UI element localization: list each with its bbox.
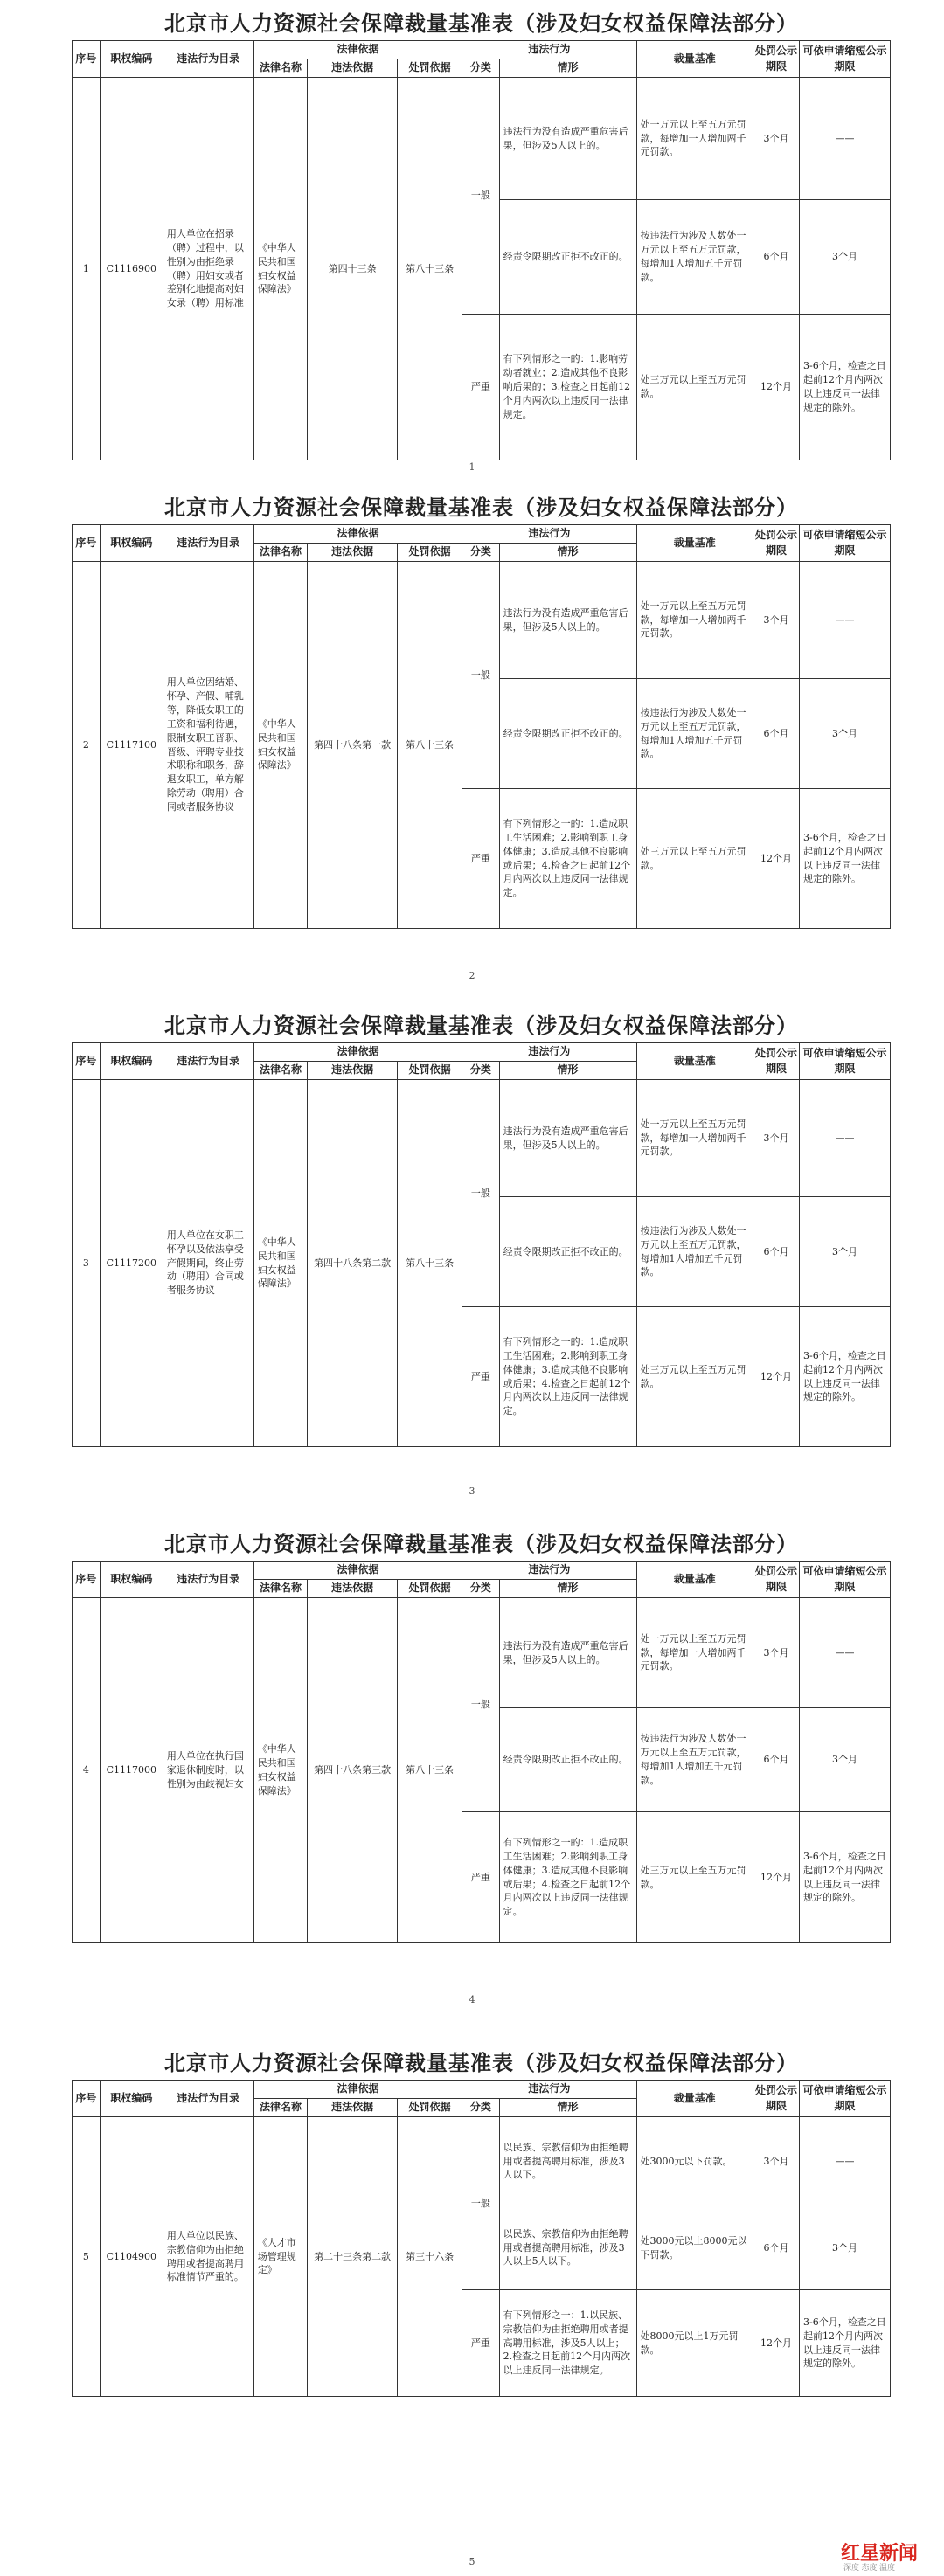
header-law-name: 法律名称 (253, 1062, 307, 1080)
page-number: 2 (469, 970, 475, 981)
document-page (72, 7, 891, 460)
row-standard: 处三万元以上至五万元罚款。 (636, 1812, 753, 1943)
row-situation: 有下列情形之一的：1.造成职工生活困难；2.影响到职工身体健康；3.造成其他不良影响或后果；4.检查之日起前12个月内两次以上违反同一法律规定。 (499, 789, 636, 929)
row-situation: 经责令限期改正拒不改正的。 (499, 1197, 636, 1307)
row-period: 12个月 (753, 2290, 800, 2397)
row-period: 3个月 (753, 78, 800, 200)
page-number: 1 (469, 461, 475, 473)
header-basis: 法律依据 (253, 2081, 462, 2099)
table-row (73, 562, 891, 679)
header-situation: 情形 (499, 59, 636, 78)
row-class: 严重 (462, 1812, 499, 1943)
header-code: 职权编码 (100, 525, 163, 562)
row-standard: 处三万元以上至五万元罚款。 (636, 789, 753, 929)
row-law: 《中华人民共和国妇女权益保障法》 (253, 562, 307, 929)
row-standard: 处三万元以上至五万元罚款。 (636, 315, 753, 460)
page-number: 5 (469, 2556, 475, 2567)
document-page (72, 2046, 891, 2397)
document-page (72, 1009, 891, 1447)
header-violation-basis: 违法依据 (308, 1580, 398, 1598)
header-violation-basis: 违法依据 (308, 544, 398, 562)
header-penalty-basis: 处罚依据 (398, 1580, 462, 1598)
row-law: 《中华人民共和国妇女权益保障法》 (253, 78, 307, 460)
row-shorten: 3-6个月，检查之日起前12个月内两次以上违反同一法律规定的除外。 (800, 1307, 891, 1447)
row-shorten: 3-6个月，检查之日起前12个月内两次以上违反同一法律规定的除外。 (800, 1812, 891, 1943)
standard-table (72, 1561, 891, 1943)
header-law-name: 法律名称 (253, 59, 307, 78)
row-period: 12个月 (753, 315, 800, 460)
standard-table (72, 1042, 891, 1447)
row-period: 12个月 (753, 789, 800, 929)
row-situation: 以民族、宗教信仰为由拒绝聘用或者提高聘用标准，涉及3人以下。 (499, 2117, 636, 2206)
header-situation: 情形 (499, 2099, 636, 2117)
header-code: 职权编码 (100, 2081, 163, 2117)
row-situation: 以民族、宗教信仰为由拒绝聘用或者提高聘用标准，涉及3人以上5人以下。 (499, 2206, 636, 2290)
row-shorten: —— (800, 1080, 891, 1197)
row-standard: 处一万元以上至五万元罚款，每增加一人增加两千元罚款。 (636, 1080, 753, 1197)
row-standard: 按违法行为涉及人数处一万元以上至五万元罚款，每增加1人增加五千元罚款。 (636, 1708, 753, 1812)
row-no: 1 (73, 78, 101, 460)
row-class: 一般 (462, 2117, 499, 2290)
header-no: 序号 (73, 525, 101, 562)
header-no: 序号 (73, 41, 101, 78)
header-item: 违法行为目录 (163, 1562, 253, 1598)
row-period: 12个月 (753, 1812, 800, 1943)
header-basis: 法律依据 (253, 1562, 462, 1580)
row-law: 《人才市场管理规定》 (253, 2117, 307, 2397)
row-violation-basis: 第四十八条第二款 (308, 1080, 398, 1447)
row-standard: 处一万元以上至五万元罚款，每增加一人增加两千元罚款。 (636, 562, 753, 679)
header-behavior: 违法行为 (462, 41, 636, 59)
header-shorten: 可依申请缩短公示期限 (800, 525, 891, 562)
header-class: 分类 (462, 2099, 499, 2117)
row-law: 《中华人民共和国妇女权益保障法》 (253, 1598, 307, 1943)
row-shorten: —— (800, 78, 891, 200)
header-class: 分类 (462, 544, 499, 562)
row-violation-basis: 第二十三条第二款 (308, 2117, 398, 2397)
row-standard: 处一万元以上至五万元罚款，每增加一人增加两千元罚款。 (636, 78, 753, 200)
standard-table (72, 524, 891, 929)
row-standard: 处一万元以上至五万元罚款，每增加一人增加两千元罚款。 (636, 1598, 753, 1708)
row-code: C1117000 (100, 1598, 163, 1943)
header-violation-basis: 违法依据 (308, 1062, 398, 1080)
table-row (73, 2117, 891, 2206)
row-situation: 违法行为没有造成严重危害后果，但涉及5人以上的。 (499, 1080, 636, 1197)
header-violation-basis: 违法依据 (308, 2099, 398, 2117)
row-violation-basis: 第四十三条 (308, 78, 398, 460)
row-situation: 违法行为没有造成严重危害后果，但涉及5人以上的。 (499, 562, 636, 679)
page-title: 北京市人力资源社会保障裁量基准表（涉及妇女权益保障法部分） (164, 495, 798, 520)
row-penalty-basis: 第三十六条 (398, 2117, 462, 2397)
header-penalty-basis: 处罚依据 (398, 544, 462, 562)
row-shorten: —— (800, 2117, 891, 2206)
row-shorten: —— (800, 1598, 891, 1708)
row-standard: 处8000元以上1万元罚款。 (636, 2290, 753, 2397)
header-violation-basis: 违法依据 (308, 59, 398, 78)
row-period: 3个月 (753, 1080, 800, 1197)
row-period: 6个月 (753, 2206, 800, 2290)
row-no: 3 (73, 1080, 101, 1447)
row-shorten: 3-6个月，检查之日起前12个月内两次以上违反同一法律规定的除外。 (800, 2290, 891, 2397)
header-item: 违法行为目录 (163, 525, 253, 562)
row-no: 5 (73, 2117, 101, 2397)
row-situation: 有下列情形之一的：1.造成职工生活困难；2.影响到职工身体健康；3.造成其他不良影响或后果；4.检查之日起前12个月内两次以上违反同一法律规定。 (499, 1307, 636, 1447)
header-class: 分类 (462, 1062, 499, 1080)
row-period: 3个月 (753, 2117, 800, 2206)
header-standard: 裁量基准 (636, 1562, 753, 1598)
row-period: 6个月 (753, 1197, 800, 1307)
row-period: 6个月 (753, 200, 800, 315)
table-row (73, 78, 891, 200)
row-shorten: —— (800, 562, 891, 679)
header-item: 违法行为目录 (163, 41, 253, 78)
header-shorten: 可依申请缩短公示期限 (800, 41, 891, 78)
row-situation: 违法行为没有造成严重危害后果，但涉及5人以上的。 (499, 78, 636, 200)
header-behavior: 违法行为 (462, 1043, 636, 1062)
row-code: C1117100 (100, 562, 163, 929)
row-class: 一般 (462, 562, 499, 789)
header-period: 处罚公示期限 (753, 41, 800, 78)
header-basis: 法律依据 (253, 1043, 462, 1062)
header-period: 处罚公示期限 (753, 2081, 800, 2117)
brand-logo: 红星新闻 (841, 2542, 919, 2564)
row-shorten: 3个月 (800, 1197, 891, 1307)
header-code: 职权编码 (100, 41, 163, 78)
row-situation: 违法行为没有造成严重危害后果，但涉及5人以上的。 (499, 1598, 636, 1708)
row-standard: 处三万元以上至五万元罚款。 (636, 1307, 753, 1447)
header-standard: 裁量基准 (636, 525, 753, 562)
row-class: 严重 (462, 315, 499, 460)
brand-slogan: 深度 态度 温度 (843, 2563, 896, 2572)
row-situation: 经责令限期改正拒不改正的。 (499, 200, 636, 315)
row-no: 2 (73, 562, 101, 929)
row-penalty-basis: 第八十三条 (398, 562, 462, 929)
page-title: 北京市人力资源社会保障裁量基准表（涉及妇女权益保障法部分） (164, 1013, 798, 1038)
header-behavior: 违法行为 (462, 2081, 636, 2099)
header-code: 职权编码 (100, 1043, 163, 1080)
row-item: 用人单位以民族、宗教信仰为由拒绝聘用或者提高聘用标准情节严重的。 (163, 2117, 253, 2397)
row-period: 6个月 (753, 1708, 800, 1812)
row-class: 严重 (462, 2290, 499, 2397)
row-situation: 有下列情形之一的：1.造成职工生活困难；2.影响到职工身体健康；3.造成其他不良影响或后果；4.检查之日起前12个月内两次以上违反同一法律规定。 (499, 1812, 636, 1943)
header-penalty-basis: 处罚依据 (398, 59, 462, 78)
header-basis: 法律依据 (253, 41, 462, 59)
row-penalty-basis: 第八十三条 (398, 78, 462, 460)
row-item: 用人单位在女职工怀孕以及依法享受产假期间，终止劳动（聘用）合同或者服务协议 (163, 1080, 253, 1447)
page-title: 北京市人力资源社会保障裁量基准表（涉及妇女权益保障法部分） (164, 2050, 798, 2075)
row-item: 用人单位因结婚、怀孕、产假、哺乳等，降低女职工的工资和福利待遇，限制女职工晋职、晋级、评聘专业技术职称和职务，辞退女职工，单方解除劳动（聘用）合同或者服务协议 (163, 562, 253, 929)
row-standard: 按违法行为涉及人数处一万元以上至五万元罚款，每增加1人增加五千元罚款。 (636, 200, 753, 315)
header-class: 分类 (462, 1580, 499, 1598)
header-shorten: 可依申请缩短公示期限 (800, 2081, 891, 2117)
row-shorten: 3个月 (800, 1708, 891, 1812)
row-class: 一般 (462, 78, 499, 315)
header-code: 职权编码 (100, 1562, 163, 1598)
row-shorten: 3个月 (800, 679, 891, 789)
row-class: 严重 (462, 1307, 499, 1447)
header-class: 分类 (462, 59, 499, 78)
row-item: 用人单位在招录（聘）过程中，以性别为由拒绝录（聘）用妇女或者差别化地提高对妇女录（聘）用标准 (163, 78, 253, 460)
header-behavior: 违法行为 (462, 525, 636, 544)
page-title: 北京市人力资源社会保障裁量基准表（涉及妇女权益保障法部分） (164, 1531, 798, 1556)
header-no: 序号 (73, 2081, 101, 2117)
row-standard: 按违法行为涉及人数处一万元以上至五万元罚款，每增加1人增加五千元罚款。 (636, 1197, 753, 1307)
row-shorten: 3-6个月，检查之日起前12个月内两次以上违反同一法律规定的除外。 (800, 789, 891, 929)
row-standard: 按违法行为涉及人数处一万元以上至五万元罚款，每增加1人增加五千元罚款。 (636, 679, 753, 789)
document-page (72, 491, 891, 929)
row-law: 《中华人民共和国妇女权益保障法》 (253, 1080, 307, 1447)
header-penalty-basis: 处罚依据 (398, 2099, 462, 2117)
header-no: 序号 (73, 1562, 101, 1598)
document-page (72, 1527, 891, 1943)
row-period: 3个月 (753, 1598, 800, 1708)
row-item: 用人单位在执行国家退休制度时，以性别为由歧视妇女 (163, 1598, 253, 1943)
row-situation: 有下列情形之一：1.以民族、宗教信仰为由拒绝聘用或者提高聘用标准，涉及5人以上；2.检查之日起前12个月内两次以上违反同一法律规定。 (499, 2290, 636, 2397)
row-period: 6个月 (753, 679, 800, 789)
row-penalty-basis: 第八十三条 (398, 1598, 462, 1943)
standard-table (72, 40, 891, 460)
table-row (73, 1598, 891, 1708)
header-shorten: 可依申请缩短公示期限 (800, 1043, 891, 1080)
page-number: 4 (469, 1994, 475, 2005)
header-behavior: 违法行为 (462, 1562, 636, 1580)
row-class: 严重 (462, 789, 499, 929)
row-shorten: 3个月 (800, 200, 891, 315)
standard-table (72, 2080, 891, 2397)
row-class: 一般 (462, 1080, 499, 1307)
header-period: 处罚公示期限 (753, 1562, 800, 1598)
header-period: 处罚公示期限 (753, 1043, 800, 1080)
header-situation: 情形 (499, 1580, 636, 1598)
header-standard: 裁量基准 (636, 1043, 753, 1080)
row-situation: 经责令限期改正拒不改正的。 (499, 679, 636, 789)
header-period: 处罚公示期限 (753, 525, 800, 562)
page-title: 北京市人力资源社会保障裁量基准表（涉及妇女权益保障法部分） (164, 10, 798, 36)
page-number: 3 (469, 1485, 475, 1497)
header-item: 违法行为目录 (163, 1043, 253, 1080)
header-penalty-basis: 处罚依据 (398, 1062, 462, 1080)
header-standard: 裁量基准 (636, 2081, 753, 2117)
row-period: 3个月 (753, 562, 800, 679)
row-violation-basis: 第四十八条第三款 (308, 1598, 398, 1943)
row-code: C1117200 (100, 1080, 163, 1447)
row-code: C1104900 (100, 2117, 163, 2397)
header-item: 违法行为目录 (163, 2081, 253, 2117)
row-penalty-basis: 第八十三条 (398, 1080, 462, 1447)
header-law-name: 法律名称 (253, 2099, 307, 2117)
row-no: 4 (73, 1598, 101, 1943)
row-standard: 处3000元以上8000元以下罚款。 (636, 2206, 753, 2290)
header-basis: 法律依据 (253, 525, 462, 544)
header-situation: 情形 (499, 544, 636, 562)
header-no: 序号 (73, 1043, 101, 1080)
row-violation-basis: 第四十八条第一款 (308, 562, 398, 929)
row-code: C1116900 (100, 78, 163, 460)
row-standard: 处3000元以下罚款。 (636, 2117, 753, 2206)
table-row (73, 1080, 891, 1197)
row-class: 一般 (462, 1598, 499, 1812)
row-situation: 经责令限期改正拒不改正的。 (499, 1708, 636, 1812)
header-standard: 裁量基准 (636, 41, 753, 78)
row-situation: 有下列情形之一的：1.影响劳动者就业；2.造成其他不良影响后果的；3.检查之日起前12个月内两次以上违反同一法律规定。 (499, 315, 636, 460)
row-period: 12个月 (753, 1307, 800, 1447)
header-law-name: 法律名称 (253, 1580, 307, 1598)
header-law-name: 法律名称 (253, 544, 307, 562)
header-situation: 情形 (499, 1062, 636, 1080)
row-shorten: 3个月 (800, 2206, 891, 2290)
header-shorten: 可依申请缩短公示期限 (800, 1562, 891, 1598)
row-shorten: 3-6个月，检查之日起前12个月内两次以上违反同一法律规定的除外。 (800, 315, 891, 460)
